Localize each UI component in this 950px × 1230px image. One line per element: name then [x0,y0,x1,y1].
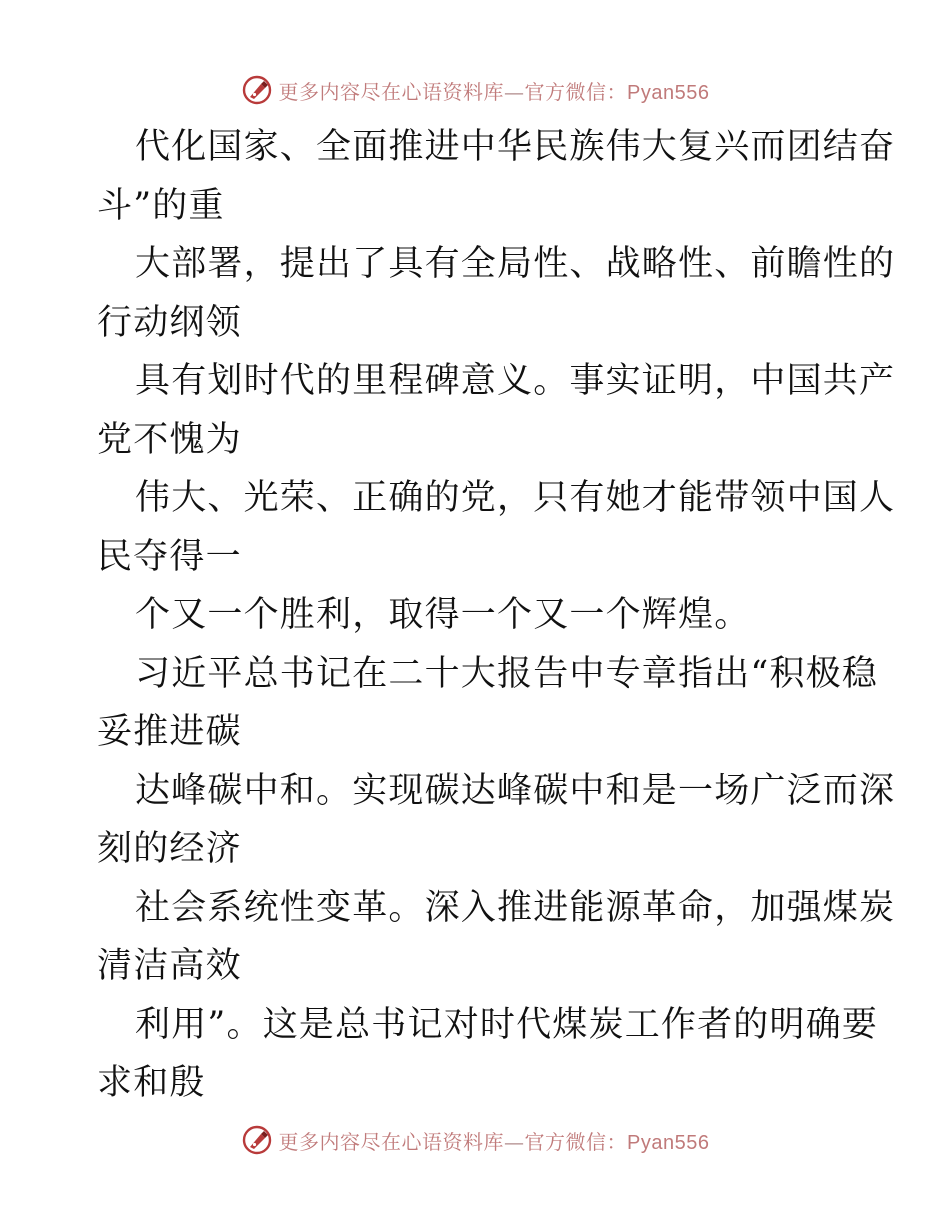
body-line: 刻的经济 [97,829,242,869]
watermark-wechat-id: Pyan556 [627,81,710,104]
watermark-text [279,76,710,105]
body-line: 代化国家、全面推进中华民族伟大复兴而团结奋 [135,127,896,167]
watermark-text [279,1126,710,1155]
body-line: 党不愧为 [97,419,242,460]
watermark-wechat-label: 官方微信： [524,1129,628,1154]
pen-nib-logo-icon [241,1124,273,1156]
watermark-wechat-label: 官方微信： [524,79,628,104]
body-line: 妥推进碳 [97,712,242,752]
watermark-slogan: 更多内容尽在心语资料库 [278,1129,505,1154]
watermark-wechat-id: Pyan556 [627,1131,710,1154]
body-line: 斗”的重 [97,185,225,226]
body-line: 习近平总书记在二十大报告中专章指出“积极稳 [135,653,879,694]
body-line: 民夺得一 [97,536,242,577]
document-body [97,118,896,1113]
pen-nib-logo-icon [241,74,273,106]
body-line: 达峰碳中和。实现碳达峰碳中和是一场广泛而深 [135,770,896,811]
body-line: 求和殷 [97,1063,206,1103]
body-line: 伟大、光荣、正确的党，只有她才能带领中国人 [135,478,896,518]
body-line: 具有划时代的里程碑意义。事实证明，中国共产 [135,361,896,401]
body-line: 清洁高效 [97,946,242,986]
header-watermark [0,70,950,110]
watermark-slogan: 更多内容尽在心语资料库 [278,79,505,104]
body-line: 社会系统性变革。深入推进能源革命，加强煤炭 [135,887,896,928]
body-line: 行动纲领 [97,302,242,343]
body-line: 个又一个胜利，取得一个又一个辉煌。 [135,595,751,635]
watermark-separator: — [504,79,525,104]
body-line: 利用”。这是总书记对时代煤炭工作者的明确要 [135,1004,879,1045]
watermark-separator: — [504,1129,525,1154]
body-line: 大部署，提出了具有全局性、战略性、前瞻性的 [135,244,896,284]
footer-watermark [0,1120,950,1160]
